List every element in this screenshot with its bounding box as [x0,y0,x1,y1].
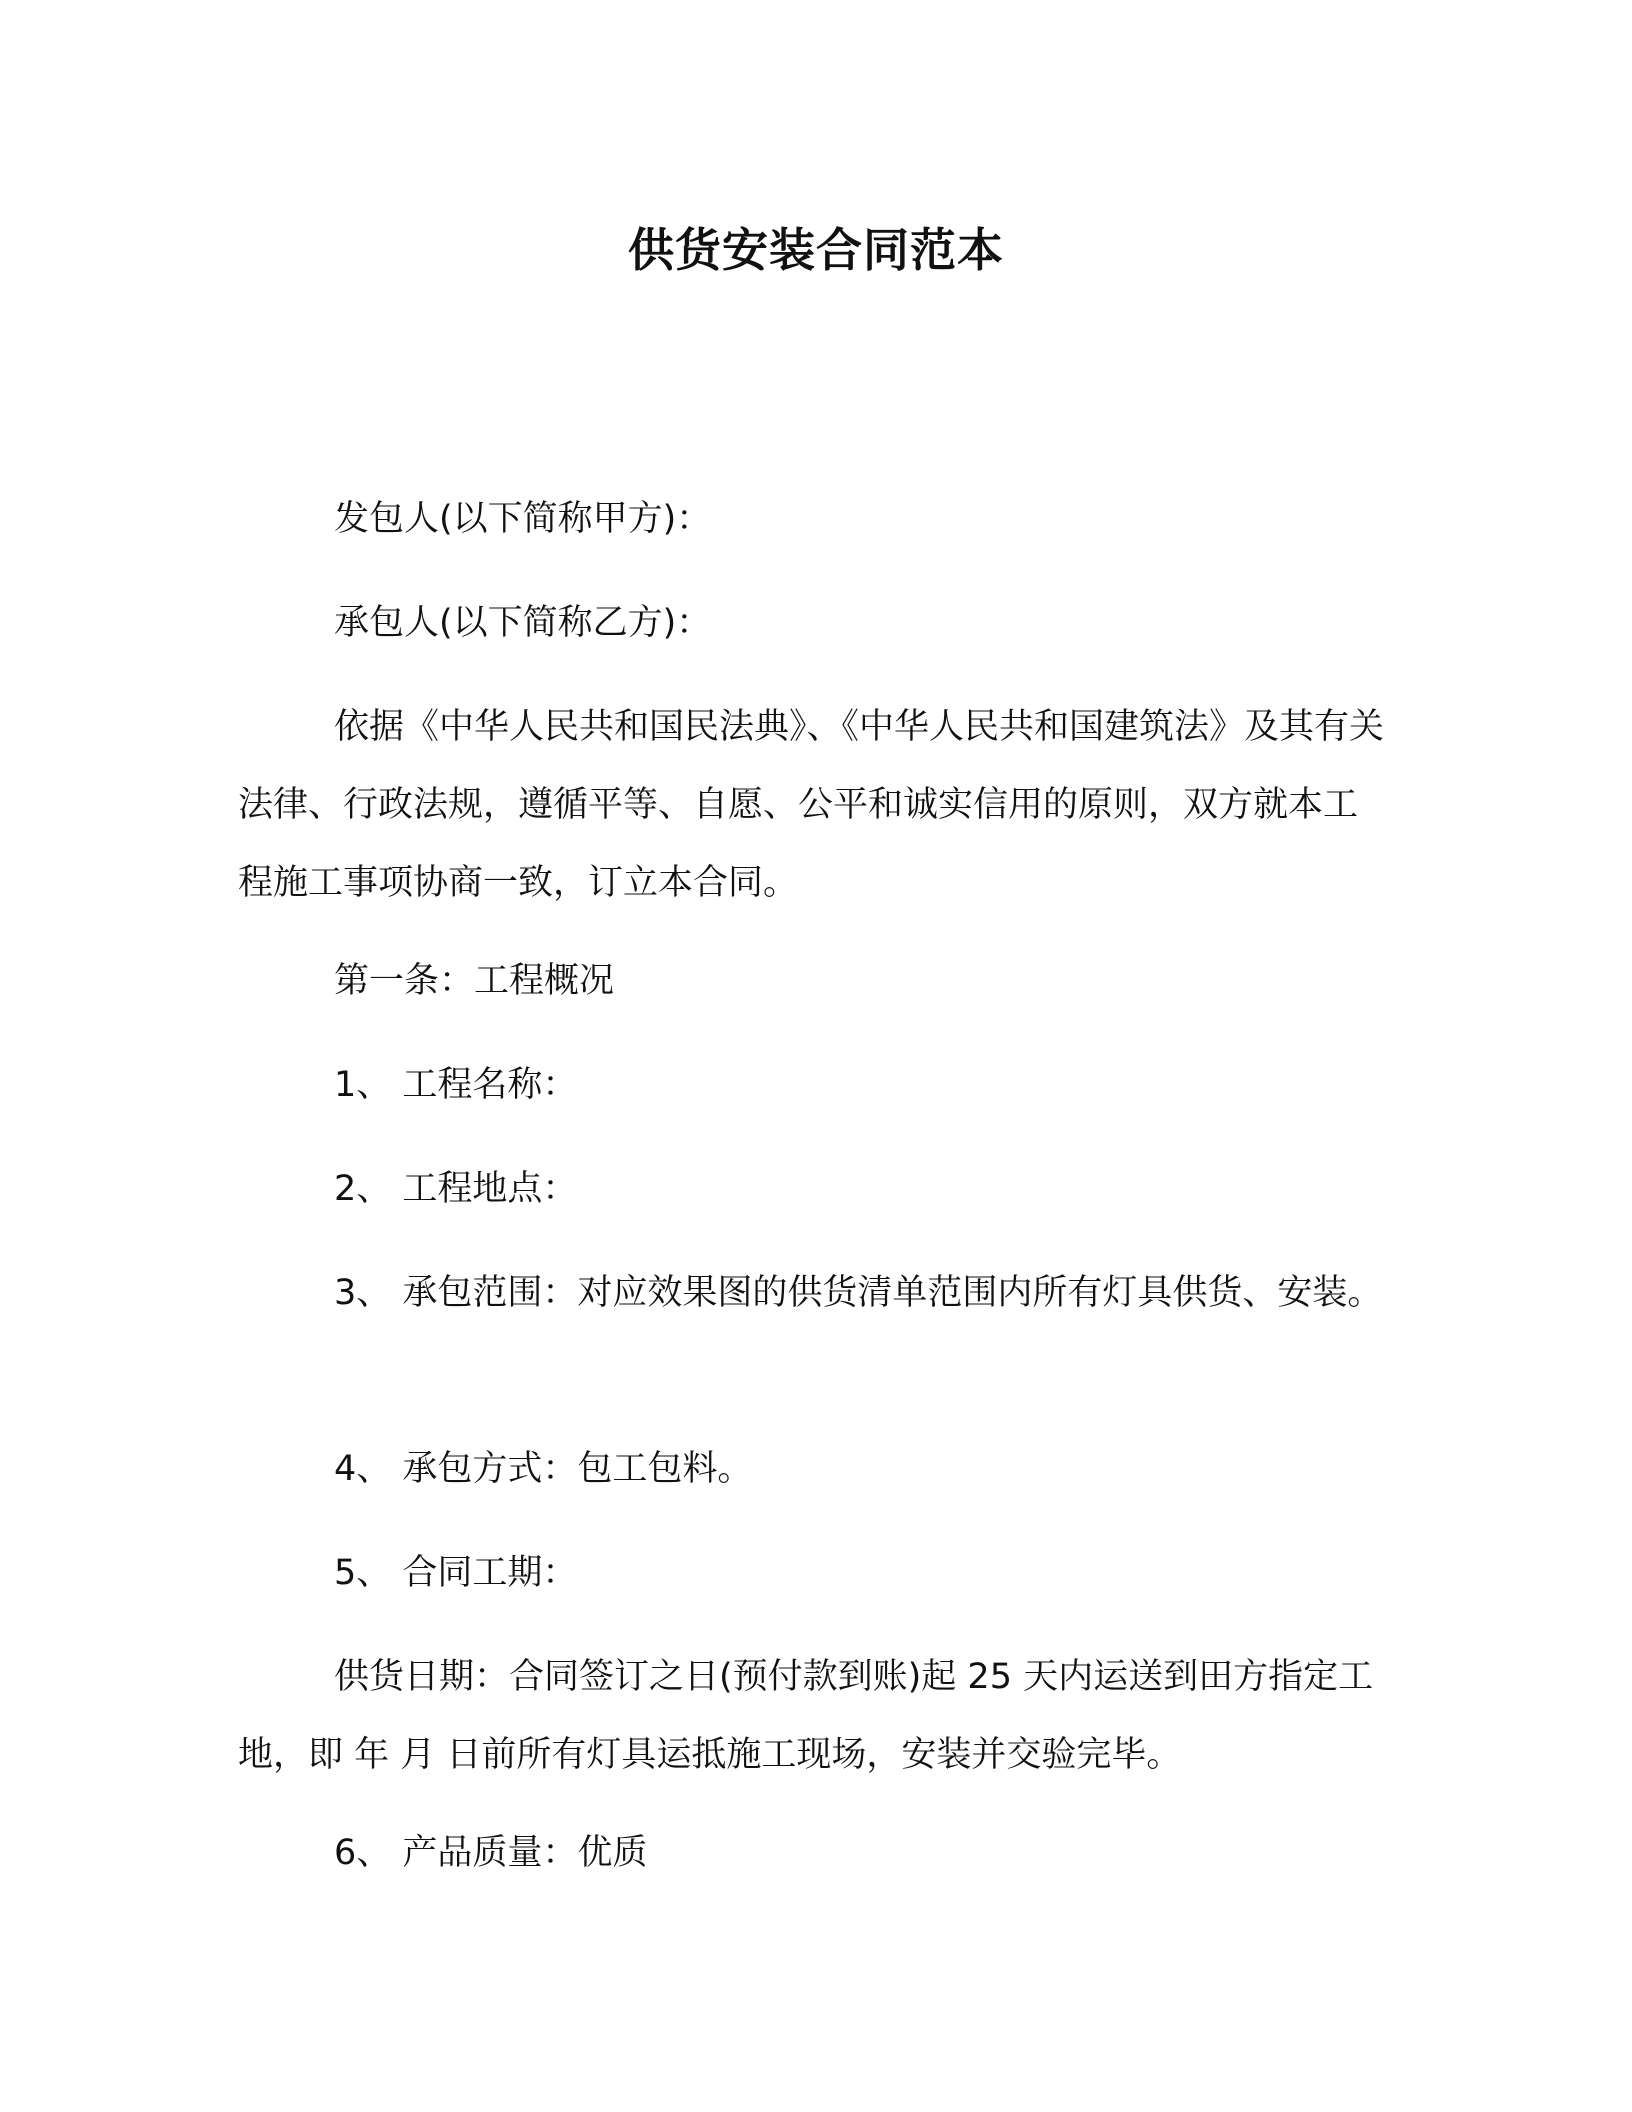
contract-scope-paragraph: 3、 承包范围：对应效果图的供货清单范围内所有灯具供货、安装。 [334,1273,1383,1313]
delivery-date-paragraph: 供货日期：合同签订之日(预付款到账)起 25 天内运送到田方指定工地，即 年 月 日前所有灯具运抵施工现场，安装并交验完毕。 [238,1657,1374,1775]
party-a-line: 发包人(以下简称甲方)： [334,499,712,539]
product-quality-line: 6、 产品质量：优质 [334,1833,648,1873]
contract-period-line: 5、 合同工期： [334,1553,578,1593]
article-one-heading: 第一条：工程概况 [334,961,615,1001]
contract-method-line: 4、 承包方式：包工包料。 [334,1449,753,1489]
preamble-paragraph: 依据《中华人民共和国民法典》、《中华人民共和国建筑法》及其有关法律、行政法规，遵循平等、自愿、公平和诚实信用的原则，双方就本工程施工事项协商一致，订立本合同。 [238,707,1385,903]
party-b-line: 承包人(以下简称乙方)： [334,603,712,643]
project-name-line: 1、 工程名称： [334,1065,578,1105]
document-title: 供货安装合同范本 [628,223,1004,277]
project-location-line: 2、 工程地点： [334,1169,578,1209]
